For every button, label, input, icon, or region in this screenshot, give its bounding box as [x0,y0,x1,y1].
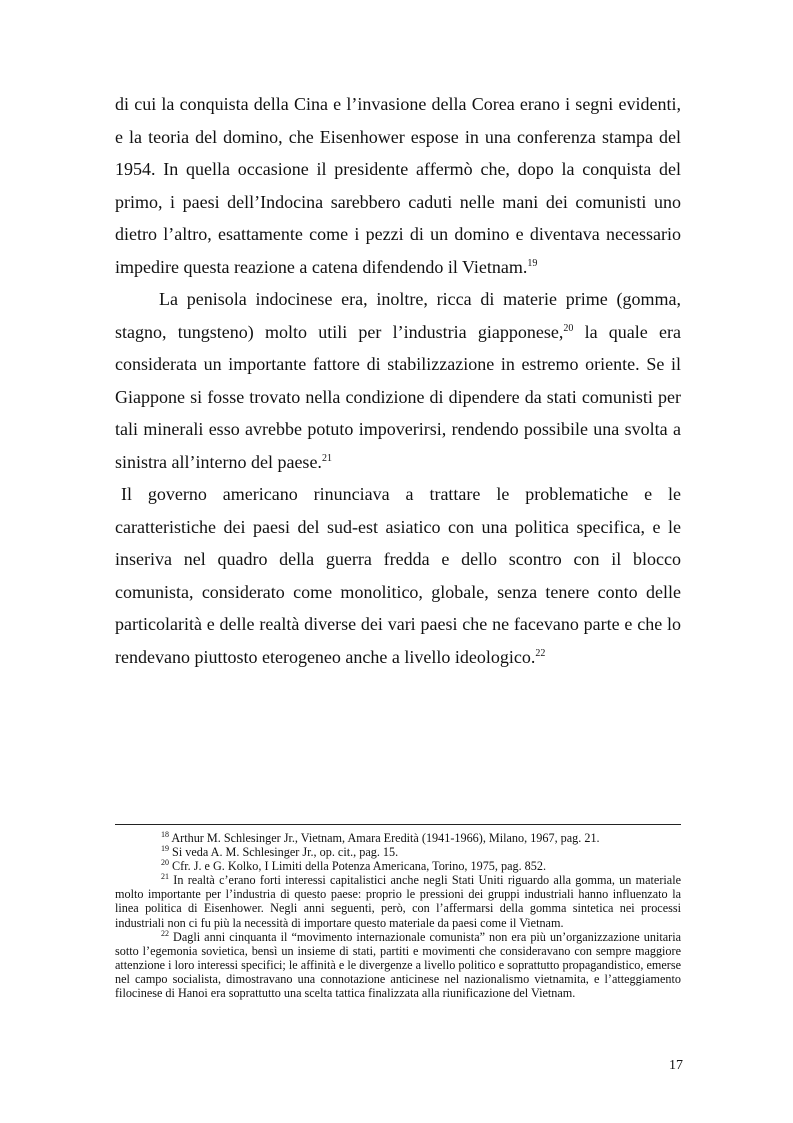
footnote-21 [115,873,681,929]
paragraph-1-text: di cui la conquista della Cina e l’invasione della Corea erano i segni evidenti, e la teoria del domino, che Eisenhower espose in una conferenza stampa del 1954. In quella occasione il presidente affermò che, dopo la conquista del primo, i paesi dell’Indocina sarebbero caduti nelle mani dei comunisti uno dietro l’altro, esattamente come i pezzi di un domino e diventava necessario impedire questa reazione a catena difendendo il Vietnam. [115,94,681,277]
footnote-separator [115,824,681,825]
footnote-19 [115,845,681,859]
paragraph-1 [115,88,681,283]
paragraph-2 [115,283,681,478]
paragraph-3 [115,478,681,673]
footnote-number: 21 [161,872,169,882]
footnote-number: 22 [161,928,169,938]
paragraph-3-text: Il governo americano rinunciava a trattare le problematiche e le caratteristiche dei paesi del sud-est asiatico con una politica specifica, e le inseriva nel quadro della guerra fredda e dello scontro con il blocco comunista, considerato come monolitico, globale, senza tenere conto delle particolarità e delle realtà diverse dei vari paesi che ne facevano parte e che lo rendevano piuttosto eterogeneo anche a livello ideologico. [115,484,681,667]
footnote-22 [115,930,681,1000]
footnote-text: Cfr. J. e G. Kolko, I Limiti della Potenza Americana, Torino, 1975, pag. 852. [169,859,547,874]
footnote-text: Dagli anni cinquanta il “movimento internazionale comunista” non era più un’organizzazione unitaria sotto l’egemonia sovietica, bensì un insieme di stati, partiti e movimenti che consideravano con sempre maggiore attenzione i loro interessi specifici; le affinità e le divergenze a livello politico e soprattutto propagandistico, emerse nel campo socialista, dimostravano una connotazione anticinese nel nazionalismo vietnamita, e l’atteggiamento filocinese di Hanoi era soprattutto una scelta tattica finalizzata alla riunificazione del Vietnam. [115,929,681,1001]
paragraph-2-text-a: La penisola indocinese era, inoltre, ricca di materie prime (gomma, stagno, tungsteno) molto utili per l’industria giapponese, [115,289,681,342]
footnote-ref-19[interactable]: 19 [527,257,538,269]
footnote-text: Si veda A. M. Schlesinger Jr., op. cit., pag. 15. [169,845,399,860]
main-text [115,88,681,673]
page-number: 17 [669,1058,683,1073]
paragraph-2-text-b: la quale era considerata un importante fattore di stabilizzazione in estremo oriente. Se il Giappone si fosse trovato nella condizione di dipendere da stati comunisti per tali minerali esso avrebbe potuto impoverirsi, rendendo possibile una svolta a sinistra all’interno del paese. [115,321,681,472]
footnote-text: In realtà c’erano forti interessi capitalistici anche negli Stati Uniti riguardo alla gomma, un materiale molto importante per l’industria di questo paese: proprio le pressioni dei gruppi industriali hanno influenzato la linea politica di Eisenhower. Negli anni seguenti, però, con l’affermarsi della gomma sintetica nei processi industriali non ci fu più la necessità di importare questo materiale da paesi come il Vietnam. [115,873,681,930]
footnote-ref-22[interactable]: 22 [535,647,546,659]
footnote-number: 18 [161,830,169,839]
footnote-text: Arthur M. Schlesinger Jr., Vietnam, Amara Eredità (1941-1966), Milano, 1967, pag. 21. [169,831,600,845]
footnote-number: 20 [161,858,169,868]
footnote-20 [115,859,681,873]
footnote-ref-20[interactable]: 20 [563,322,574,334]
footnote-ref-21[interactable]: 21 [321,452,332,464]
footnote-18 [115,831,681,845]
footnote-number: 19 [161,844,169,854]
footnotes [115,831,681,1000]
